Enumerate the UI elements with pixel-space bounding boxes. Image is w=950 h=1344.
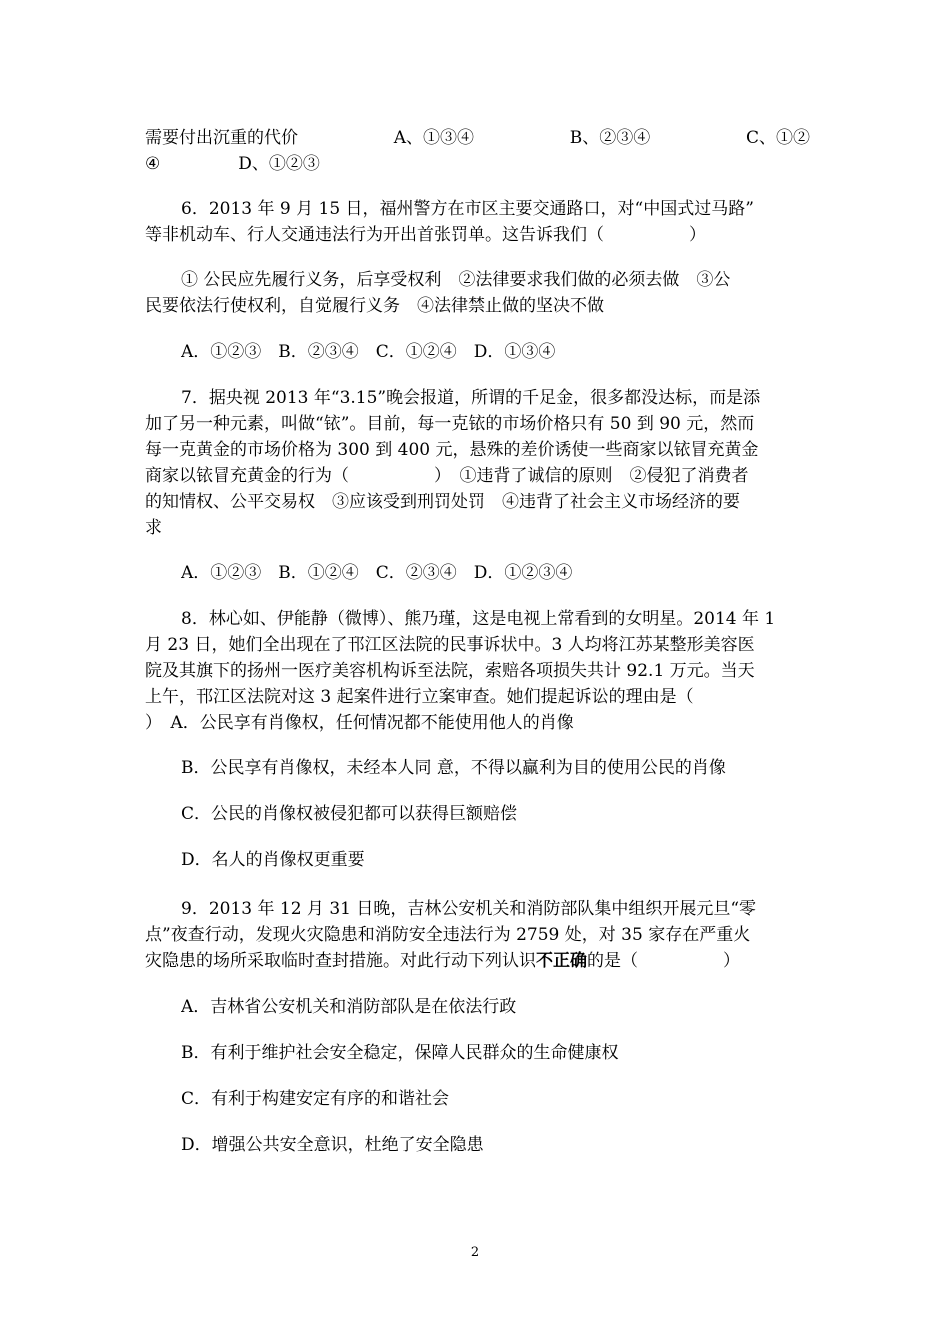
- q9-line3-pre: 灾隐患的场所采取临时查封措施。对此行动下列认识: [145, 951, 536, 971]
- q7-text-line-1: 7．据央视 2013 年“3.15”晚会报道，所谓的千足金，很多都没达标，而是添: [181, 388, 761, 408]
- q7-text-line-4: 商家以铱冒充黄金的行为（ ） ①违背了诚信的原则 ②侵犯了消费者: [145, 466, 749, 486]
- q9-option-d: D．增强公共安全意识，杜绝了安全隐患: [181, 1135, 484, 1155]
- q5-tail-text: 需要付出沉重的代价: [145, 128, 298, 148]
- q7-text-line-6: 求: [145, 518, 162, 538]
- q5-options-line: [145, 126, 810, 150]
- q9-emphasis-not-correct: 不正确: [536, 951, 587, 971]
- q9-text-line-3: [145, 949, 810, 973]
- q8-text-line-2: 月 23 日，她们全出现在了邗江区法院的民事诉状中。3 人均将江苏某整形美容医: [145, 635, 755, 655]
- q5-option-a: A、①③④: [393, 128, 475, 148]
- q6-statements-line-1: ① 公民应先履行义务，后享受权利 ②法律要求我们做的必须去做 ③公: [181, 270, 731, 290]
- q9-text-line-2: 点”夜查行动，发现火灾隐患和消防安全违法行为 2759 处，对 35 家存在严重火: [145, 925, 751, 945]
- q9-line3-post: 的是（ ）: [587, 951, 740, 971]
- q8-text-line-3: 院及其旗下的扬州一医疗美容机构诉至法院，索赔各项损失共计 92.1 万元。当天: [145, 661, 755, 681]
- q8-text-line-4: 上午，邗江区法院对这 3 起案件进行立案审查。她们提起诉讼的理由是（: [145, 687, 694, 707]
- q5-option-c: C、①②: [745, 128, 810, 148]
- q7-text-line-2: 加了另一种元素，叫做“铱”。目前，每一克铱的市场价格只有 50 到 90 元，然而: [145, 414, 755, 434]
- q5-option-c-cont: ④: [145, 154, 161, 174]
- q6-options: A．①②③ B．②③④ C．①②④ D．①③④: [181, 342, 556, 362]
- q8-option-b: B．公民享有肖像权，未经本人同 意，不得以赢利为目的使用公民的肖像: [181, 758, 726, 778]
- q7-text-line-5: 的知情权、公平交易权 ③应该受到刑罚处罚 ④违背了社会主义市场经济的要: [145, 492, 740, 512]
- q7-options: A．①②③ B．①②④ C．②③④ D．①②③④: [181, 563, 573, 583]
- q6-text-line-1: 6．2013 年 9 月 15 日，福州警方在市区主要交通路口，对“中国式过马路”: [181, 199, 754, 219]
- q8-option-c: C．公民的肖像权被侵犯都可以获得巨额赔偿: [181, 804, 518, 824]
- q9-option-a: A．吉林省公安机关和消防部队是在依法行政: [181, 997, 517, 1017]
- q8-option-d: D．名人的肖像权更重要: [181, 850, 365, 870]
- q7-text-line-3: 每一克黄金的市场价格为 300 到 400 元，悬殊的差价诱使一些商家以铱冒充黄金: [145, 440, 759, 460]
- q6-statements-line-2: 民要依法行使权利，自觉履行义务 ④法律禁止做的坚决不做: [145, 296, 604, 316]
- q9-option-b: B．有利于维护社会安全稳定，保障人民群众的生命健康权: [181, 1043, 619, 1063]
- q5-option-b: B、②③④: [569, 128, 651, 148]
- q5-options-line-2: [145, 152, 810, 176]
- page-number: 2: [470, 1245, 480, 1260]
- q8-text-line-5: ） A．公民享有肖像权，任何情况都不能使用他人的肖像: [145, 713, 574, 733]
- q5-option-d: D、①②③: [238, 154, 320, 174]
- q8-text-line-1: 8．林心如、伊能静（微博）、熊乃瑾，这是电视上常看到的女明星。2014 年 1: [181, 609, 776, 629]
- q6-text-line-2: 等非机动车、行人交通违法行为开出首张罚单。这告诉我们（ ）: [145, 225, 706, 245]
- q9-text-line-1: 9．2013 年 12 月 31 日晚，吉林公安机关和消防部队集中组织开展元旦“零: [181, 899, 757, 919]
- q9-option-c: C．有利于构建安定有序的和谐社会: [181, 1089, 450, 1109]
